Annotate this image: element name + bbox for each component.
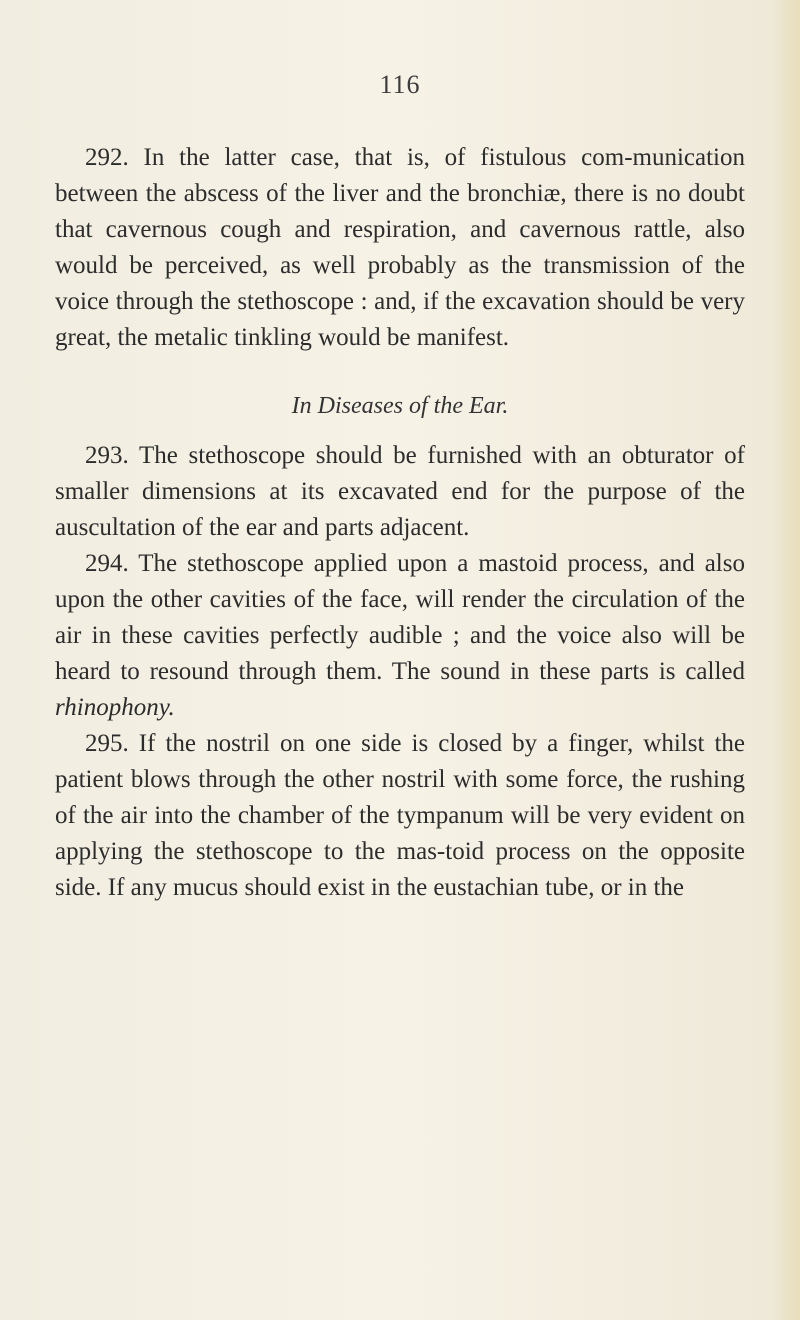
paragraph-292 [55,140,745,356]
page-edge-stain [774,0,800,1320]
paragraph-number: 294. [85,550,129,577]
paragraph-text: The stethoscope applied upon a mastoid process, and also upon the other cavities of the face, will render the circulation of the air in these cavities perfectly audible ; and the voice also will be heard to resound through them. The sound in these parts is called [55,550,745,685]
paragraph-293 [55,438,745,546]
paragraph-text: The stethoscope should be furnished with an obturator of smaller dimensions at its excavated end for the purpose of the auscultation of the ear and parts adjacent. [55,442,745,541]
paragraph-text: If the nostril on one side is closed by a finger, whilst the patient blows through the other nostril with some force, the rushing of the air into the chamber of the tympanum will be very evident on applying the stethoscope to the mas-toid process on the opposite side. If any mucus should exist in the eustachian tube, or in the [55,730,745,901]
italic-term: rhinophony. [55,694,175,721]
paragraph-294 [55,546,745,726]
section-heading: In Diseases of the Ear. [291,393,509,419]
paragraph-number: 292. [85,144,129,171]
paragraph-295 [55,726,745,906]
paragraph-number: 293. [85,442,129,469]
paragraph-text: In the latter case, that is, of fistulous com-munication between the abscess of the liver and the bronchiæ, there is no doubt that cavernous cough and respiration, and cavernous rattle, also would be perceived, as well probably as the transmission of the voice through the stethoscope : and, if the excavation should be very great, the metalic tinkling would be manifest. [55,144,746,351]
page-body [55,140,745,906]
page-number: 116 [379,70,421,99]
paragraph-number: 295. [85,730,129,757]
